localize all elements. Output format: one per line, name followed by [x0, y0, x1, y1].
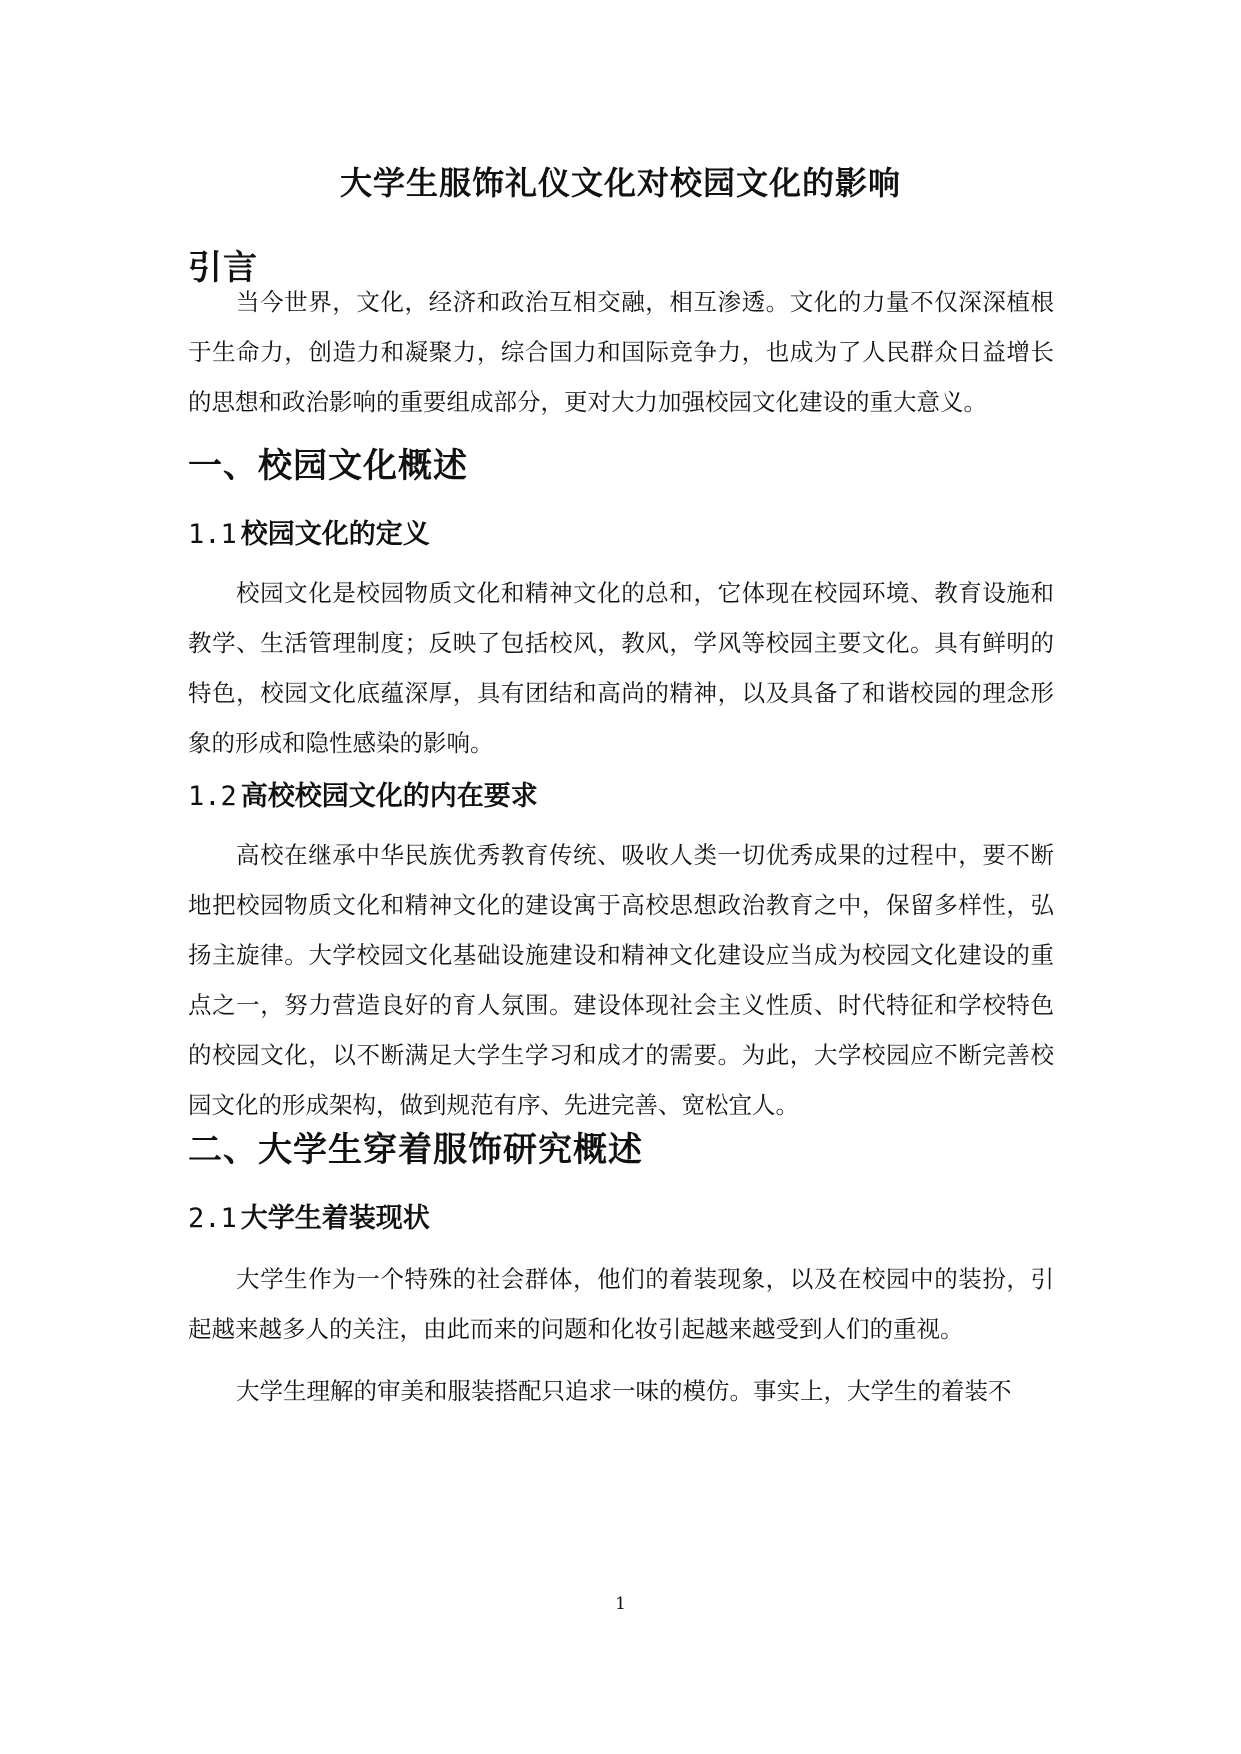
- section1-2-heading: [188, 774, 538, 813]
- intro-paragraph: 当今世界，文化，经济和政治互相交融，相互渗透。文化的力量不仅深深植根于生命力，创造力和凝聚力，综合国力和国际竞争力，也成为了人民群众日益增长的思想和政治影响的重要组成部分，更对大力加强校园文化建设的重大意义。: [188, 288, 1054, 416]
- section1-1-number: 1.1: [188, 519, 237, 550]
- section2-1-title: 大学生着装现状: [240, 1203, 430, 1234]
- section1-2-number: 1.2: [188, 781, 237, 812]
- intro-heading: 引言: [188, 248, 258, 288]
- section2-1-paragraph-1: 大学生作为一个特殊的社会群体，他们的着装现象，以及在校园中的装扮，引起越来越多人的关注，由此而来的问题和化妆引起越来越受到人们的重视。: [188, 1265, 1054, 1343]
- section2-1-paragraph-2: 大学生理解的审美和服装搭配只追求一味的模仿。事实上，大学生的着装不: [236, 1377, 1012, 1405]
- document-title: 大学生服饰礼仪文化对校园文化的影响: [339, 164, 901, 202]
- section1-heading: 一、校园文化概述: [188, 446, 468, 486]
- section1-1-heading: [188, 512, 430, 551]
- section1-1-title: 校园文化的定义: [240, 519, 430, 550]
- section1-2-paragraph: 高校在继承中华民族优秀教育传统、吸收人类一切优秀成果的过程中，要不断地把校园物质文化和精神文化的建设寓于高校思想政治教育之中，保留多样性，弘扬主旋律。大学校园文化基础设施建设和精神文化建设应当成为校园文化建设的重点之一，努力营造良好的育人氛围。建设体现社会主义性质、时代特征和学校特色的校园文化，以不断满足大学生学习和成才的需要。为此，大学校园应不断完善校园文化的形成架构，做到规范有序、先进完善、宽松宜人。: [188, 841, 1054, 1119]
- section1-2-title: 高校校园文化的内在要求: [240, 781, 538, 812]
- section2-1-heading: [188, 1196, 430, 1235]
- section1-1-paragraph: 校园文化是校园物质文化和精神文化的总和，它体现在校园环境、教育设施和教学、生活管理制度；反映了包括校风，教风，学风等校园主要文化。具有鲜明的特色，校园文化底蕴深厚，具有团结和高尚的精神，以及具备了和谐校园的理念形象的形成和隐性感染的影响。: [188, 579, 1054, 757]
- page-number: 1: [615, 1594, 626, 1614]
- section2-heading: 二、大学生穿着服饰研究概述: [188, 1130, 643, 1170]
- section2-1-number: 2.1: [188, 1203, 237, 1234]
